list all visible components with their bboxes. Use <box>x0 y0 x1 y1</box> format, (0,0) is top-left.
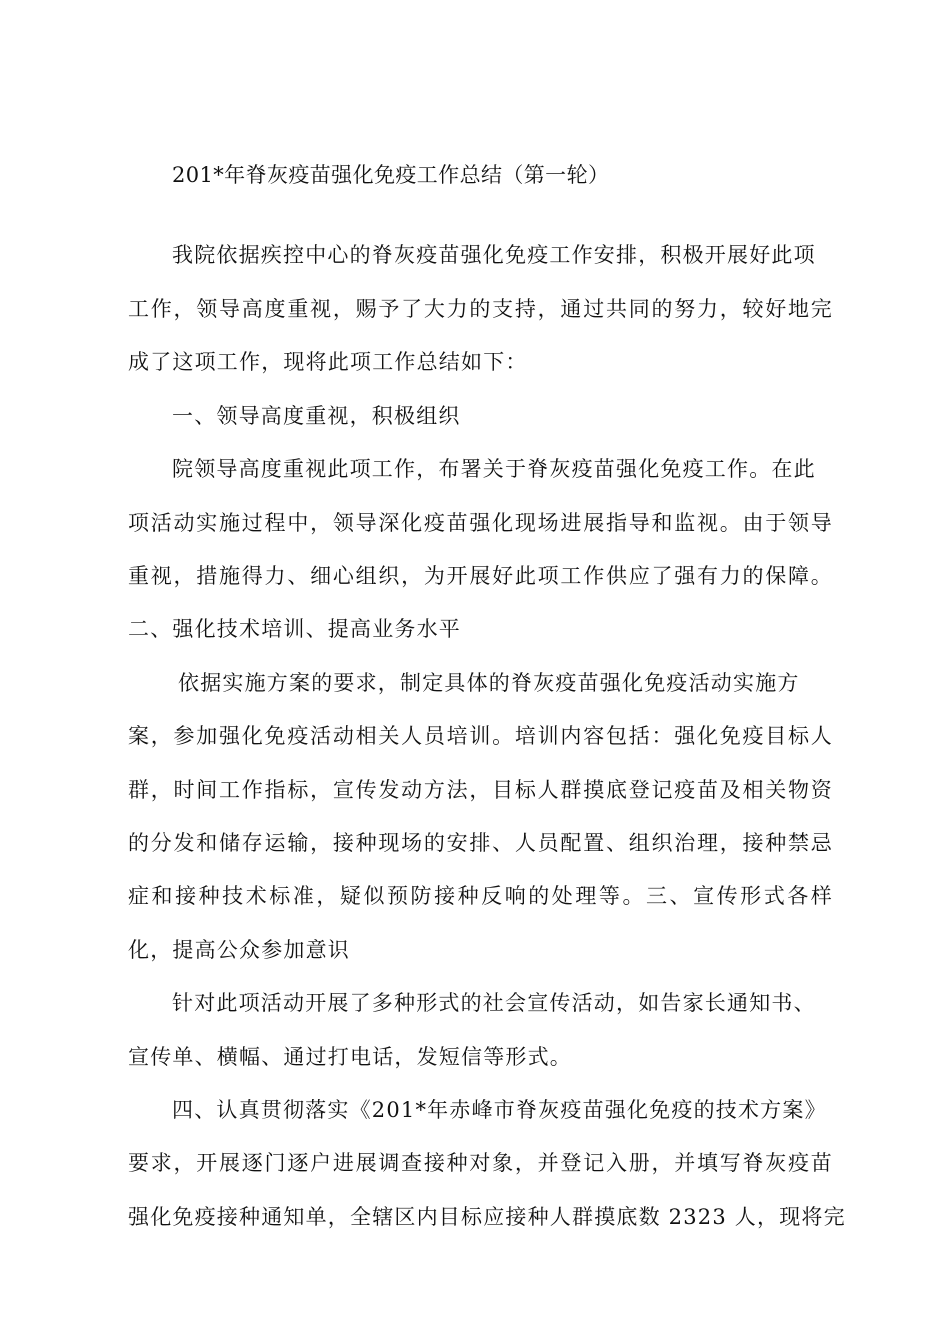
paragraph-line: 成了这项工作，现将此项工作总结如下： <box>128 350 528 374</box>
paragraph-line: 重视，措施得力、细心组织，为开展好此项工作供应了强有力的保障。 <box>128 564 833 588</box>
paragraph-line: 院领导高度重视此项工作，布署关于脊灰疫苗强化免疫工作。在此 <box>172 457 816 481</box>
document-title: 201*年脊灰疫苗强化免疫工作总结（第一轮） <box>172 163 610 187</box>
paragraph-line: 项活动实施过程中，领导深化疫苗强化现场进展指导和监视。由于领导 <box>128 511 833 535</box>
paragraph-line: 依据实施方案的要求，制定具体的脊灰疫苗强化免疫活动实施方 <box>178 671 800 695</box>
paragraph-line: 化，提高公众参加意识 <box>128 938 350 962</box>
paragraph-line: 工作，领导高度重视，赐予了大力的支持，通过共同的努力，较好地完 <box>128 297 833 321</box>
paragraph-line: 强化免疫接种通知单，全辖区内目标应接种人群摸底数 2323 人，现将完 <box>128 1205 846 1229</box>
paragraph-line: 针对此项活动开展了多种形式的社会宣传活动，如告家长通知书、 <box>172 991 816 1015</box>
paragraph-line: 我院依据疾控中心的脊灰疫苗强化免疫工作安排，积极开展好此项 <box>172 243 816 267</box>
paragraph-line: 案，参加强化免疫活动相关人员培训。培训内容包括：强化免疫目标人 <box>128 724 833 748</box>
paragraph-line: 要求，开展逐门逐户进展调查接种对象，并登记入册，并填写脊灰疫苗 <box>128 1151 833 1175</box>
paragraph-line: 宣传单、横幅、通过打电话，发短信等形式。 <box>128 1045 572 1069</box>
section-heading: 一、领导高度重视，积极组织 <box>172 404 461 428</box>
section-heading: 二、强化技术培训、提高业务水平 <box>128 617 461 641</box>
paragraph-line: 症和接种技术标准，疑似预防接种反响的处理等。三、宣传形式各样 <box>128 884 833 908</box>
paragraph-line: 的分发和储存运输，接种现场的安排、人员配置、组织治理，接种禁忌 <box>128 831 833 855</box>
section-heading: 四、认真贯彻落实《201*年赤峰市脊灰疫苗强化免疫的技术方案》 <box>172 1098 827 1122</box>
paragraph-line: 群，时间工作指标，宣传发动方法，目标人群摸底登记疫苗及相关物资 <box>128 778 833 802</box>
